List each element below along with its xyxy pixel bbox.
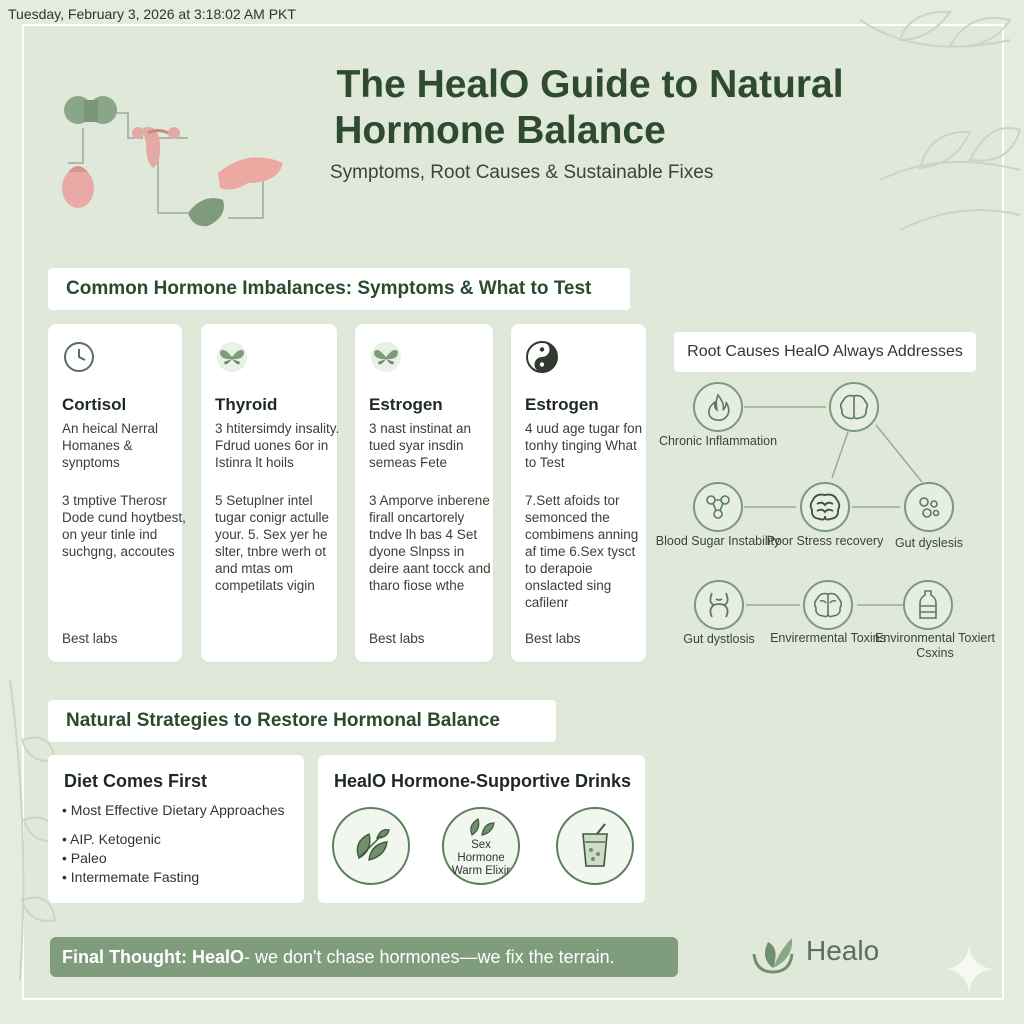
flame-icon: [693, 382, 743, 432]
leaf-icon: [332, 807, 410, 885]
leaf-logo-icon: [746, 924, 800, 978]
card-labs: Best labs: [525, 631, 581, 646]
root-cause-label: Environmental Toxiert Csxins: [875, 631, 995, 660]
final-thought-banner: Final Thought: HealO - we don't chase hormones—we fix the terrain.: [50, 937, 678, 977]
brain-icon: [829, 382, 879, 432]
card-labs: Best labs: [369, 631, 425, 646]
brain-icon: [803, 580, 853, 630]
molecule-icon: [693, 482, 743, 532]
smoothie-glass-icon: [556, 807, 634, 885]
card-title: Thyroid: [215, 395, 278, 414]
card-text: 3 nast instinat an tued syar insdin semeas Fete: [369, 421, 472, 470]
card-text: 5 Setuplner intel tugar conigr actulle your. 5. Sex yer he slter, tnbre werh ot and mtas om competilats vigin: [215, 493, 330, 593]
root-cause-label: Blood Sugar Instability: [655, 534, 781, 548]
root-cause-label: Gut dyslesis: [894, 536, 964, 550]
page-subtitle: Symptoms, Root Causes & Sustainable Fixes: [330, 162, 714, 183]
root-cause-label: Chronic Inflammation: [658, 434, 778, 448]
bottle-icon: [903, 580, 953, 630]
page-title: The HealO Guide to Natural Hormone Balance: [334, 63, 844, 152]
drinks-card: [318, 755, 645, 903]
logo-text: Healo: [806, 935, 880, 966]
list-item: • AIP. Ketogenic: [62, 831, 161, 847]
gut-bacteria-icon: [904, 482, 954, 532]
list-item: • Most Effective Dietary Approaches: [62, 802, 285, 818]
drinks-title: HealO Hormone-Supportive Drinks: [334, 771, 632, 791]
healo-logo: [746, 924, 879, 978]
drink-label: Sex Hormone Warm Elixir: [451, 838, 511, 877]
card-text: 3 tmptive Therosr Dode cund hoytbest, on yeur tinle ind suchgng, accoutes: [62, 493, 186, 559]
card-text: 3 Amporve inberene firall oncartorely tndve lh bas 4 Set dyone Slnpss in deire aant tocck and tharo fiose wthe: [369, 493, 491, 593]
root-causes-heading: Root Causes HealO Always Addresses: [674, 332, 976, 372]
card-labs: Best labs: [62, 631, 118, 646]
card-text: 3 htitersimdy insality. Fdrud uones 6or in Istinra lt hoils: [215, 421, 340, 470]
list-item: • Paleo: [62, 850, 107, 866]
root-cause-label: Envirermental Toxins: [770, 631, 886, 645]
imbalances-heading: Common Hormone Imbalances: Symptoms & What to Test: [48, 268, 630, 310]
card-text: 7.Sett afoids tor semonced the combimens anning af time 6.Sex tysct to derapoie onslacted sing cafilenr: [525, 493, 639, 610]
sparkle-icon: [944, 944, 994, 994]
diet-card: [48, 755, 304, 903]
root-cause-label: Gut dystlosis: [683, 632, 755, 646]
list-item: • Intermemate Fasting: [62, 869, 200, 885]
intestine-icon: [694, 580, 744, 630]
card-text: 4 uud age tugar fon tonhy tinging What to Test: [525, 421, 643, 470]
strategies-heading: Natural Strategies to Restore Hormonal Balance: [48, 700, 556, 742]
card-text: An heical Nerral Homanes & synptoms: [62, 421, 159, 470]
diet-title: Diet Comes First: [64, 771, 208, 791]
card-title: Estrogen: [525, 395, 599, 414]
leaf-icon: [442, 807, 520, 885]
card-title: Estrogen: [369, 395, 443, 414]
stress-brain-icon: [800, 482, 850, 532]
root-cause-label: Poor Stress recovery: [766, 534, 884, 548]
timestamp: Tuesday, February 3, 2026 at 3:18:02 AM PKT: [8, 6, 296, 22]
card-title: Cortisol: [62, 395, 127, 414]
